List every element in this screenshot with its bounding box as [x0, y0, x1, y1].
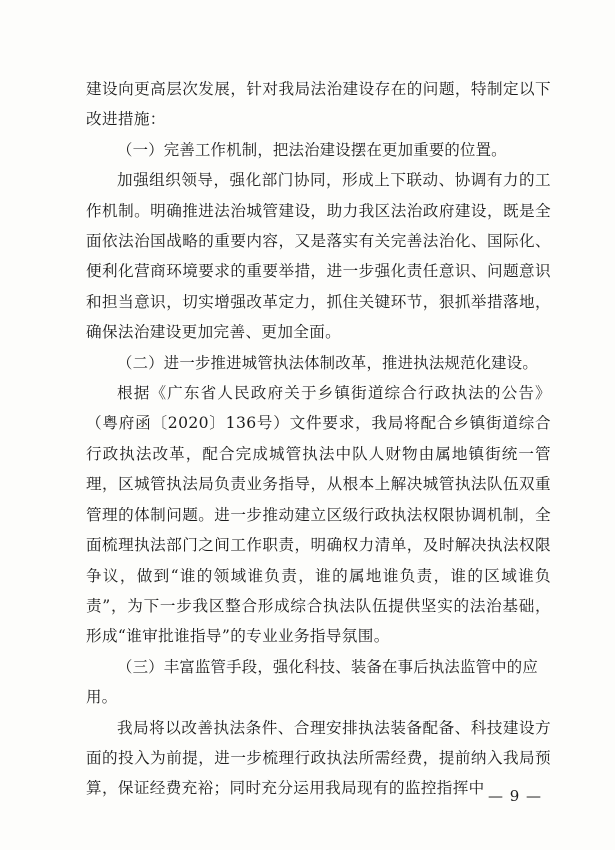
- page-number: — 9 —: [487, 787, 543, 805]
- paragraph-section-3: 我局将以改善执法条件、合理安排执法装备配备、科技建设方面的投入为前提，进一步梳理行政执法所需经费，提前纳入我局预算，保证经费充裕；同时充分运用我局现有的监控指挥中: [86, 718, 551, 798]
- paragraph-section-2: 根据《广东省人民政府关于乡镇街道综合行政执法的公告》（粤府函〔2020〕136号）文件要求，我局将配合乡镇街道综合行政执法改革，配合完成城管执法中队人财物由属地镇街统一管理，区城管执法局负责业务指导，从根本上解决城管执法队伍双重管理的体制问题。进一步推动建立区级行政执法权限协调机制，全面梳理执法部门之间工作职责，明确权力清单，及时解决执法权限争议，做到“谁的领域谁负责，谁的属地谁负责，谁的区域谁负责”，为下一步我区整合形成综合执法队伍提供坚实的法治基础，形成“谁审批谁指导”的专业业务指导氛围。: [86, 384, 551, 646]
- section-heading-1: （一）完善工作机制，把法治建设摆在更加重要的位置。: [117, 140, 507, 159]
- document-body: [86, 74, 551, 804]
- paragraph-section-1: 加强组织领导，强化部门协同，形成上下联动、协调有力的工作机制。明确推进法治城管建设，助力我区法治政府建设，既是全面依法治国战略的重要内容，又是落实有关完善法治化、国际化、便利化营商环境要求的重要举措，进一步强化责任意识、问题意识和担当意识，切实增强改革定力，抓住关键环节，狠抓举措落地，确保法治建设更加完善、更加全面。: [86, 171, 551, 342]
- section-heading-2: （二）进一步推进城管执法体制改革，推进执法规范化建设。: [117, 353, 538, 372]
- paragraph-intro-continuation: 建设向更高层次发展，针对我局法治建设存在的问题，特制定以下改进措施：: [86, 80, 551, 129]
- section-heading-3: （三）丰富监管手段，强化科技、装备在事后执法监管中的应用。: [86, 657, 538, 707]
